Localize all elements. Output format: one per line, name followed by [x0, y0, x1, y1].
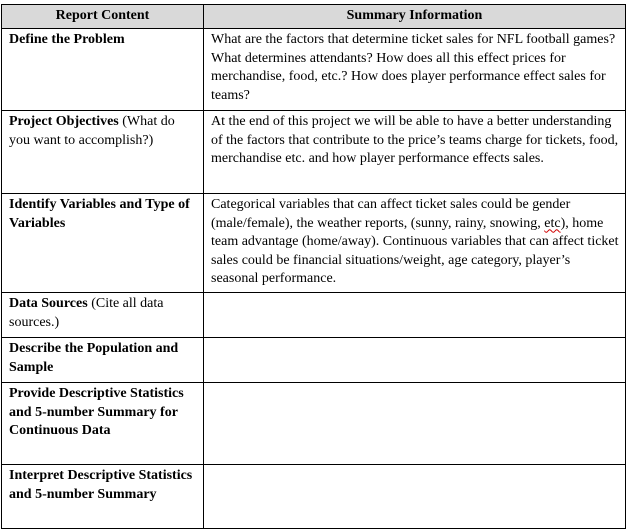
table-row — [2, 194, 626, 293]
spellcheck-flagged-word: etc — [544, 215, 561, 231]
summary-text-part: Categorical variables that can affect ticket sales could be gender (male/female), the weather reports, (sunny, rainy, snowing, — [211, 197, 571, 231]
row-label-text: Data Sources — [9, 296, 88, 311]
summary-text-part: ), home team advantage (home/away). Continuous variables that can affect ticket sales could be financial situations/weight, age category, player’s seasonal performance. — [211, 215, 619, 286]
row-label-note: (What do you want to accomplish?) — [9, 114, 175, 148]
row-label — [2, 194, 204, 293]
row-label — [2, 338, 204, 383]
row-label-text: Interpret Descriptive Statistics and 5-number Summary — [9, 468, 193, 502]
row-label — [2, 111, 204, 194]
row-label-text: Describe the Population and Sample — [9, 341, 179, 375]
row-label-text: Identify Variables and Type of Variables — [9, 197, 190, 231]
table-row — [2, 293, 626, 338]
table-row — [2, 465, 626, 529]
row-label — [2, 293, 204, 338]
table-row — [2, 338, 626, 383]
header-report-content: Report Content — [2, 5, 204, 29]
row-label — [2, 465, 204, 529]
row-summary — [204, 194, 626, 293]
report-table — [1, 4, 626, 529]
row-summary — [204, 293, 626, 338]
row-summary: At the end of this project we will be able to have a better understanding of the factors that contribute to the price’s teams charge for tickets, food, merchandise etc. and how player performance effects sales. — [204, 111, 626, 194]
row-label-note: (Cite all data sources.) — [9, 296, 164, 330]
table-row — [2, 111, 626, 194]
row-label-text: Define the Problem — [9, 32, 125, 47]
table-header-row — [2, 5, 626, 29]
row-summary — [204, 465, 626, 529]
row-summary: What are the factors that determine ticket sales for NFL football games? What determines attendants? How does all this effect prices for merchandise, food, etc.? How does player performance effect sales for teams? — [204, 29, 626, 111]
table-row — [2, 29, 626, 111]
row-label-text: Project Objectives — [9, 114, 119, 129]
table-row — [2, 383, 626, 465]
row-label-text: Provide Descriptive Statistics and 5-number Summary for Continuous Data — [9, 386, 184, 438]
row-label — [2, 383, 204, 465]
header-summary-information: Summary Information — [204, 5, 626, 29]
row-label — [2, 29, 204, 111]
row-summary — [204, 338, 626, 383]
row-summary — [204, 383, 626, 465]
